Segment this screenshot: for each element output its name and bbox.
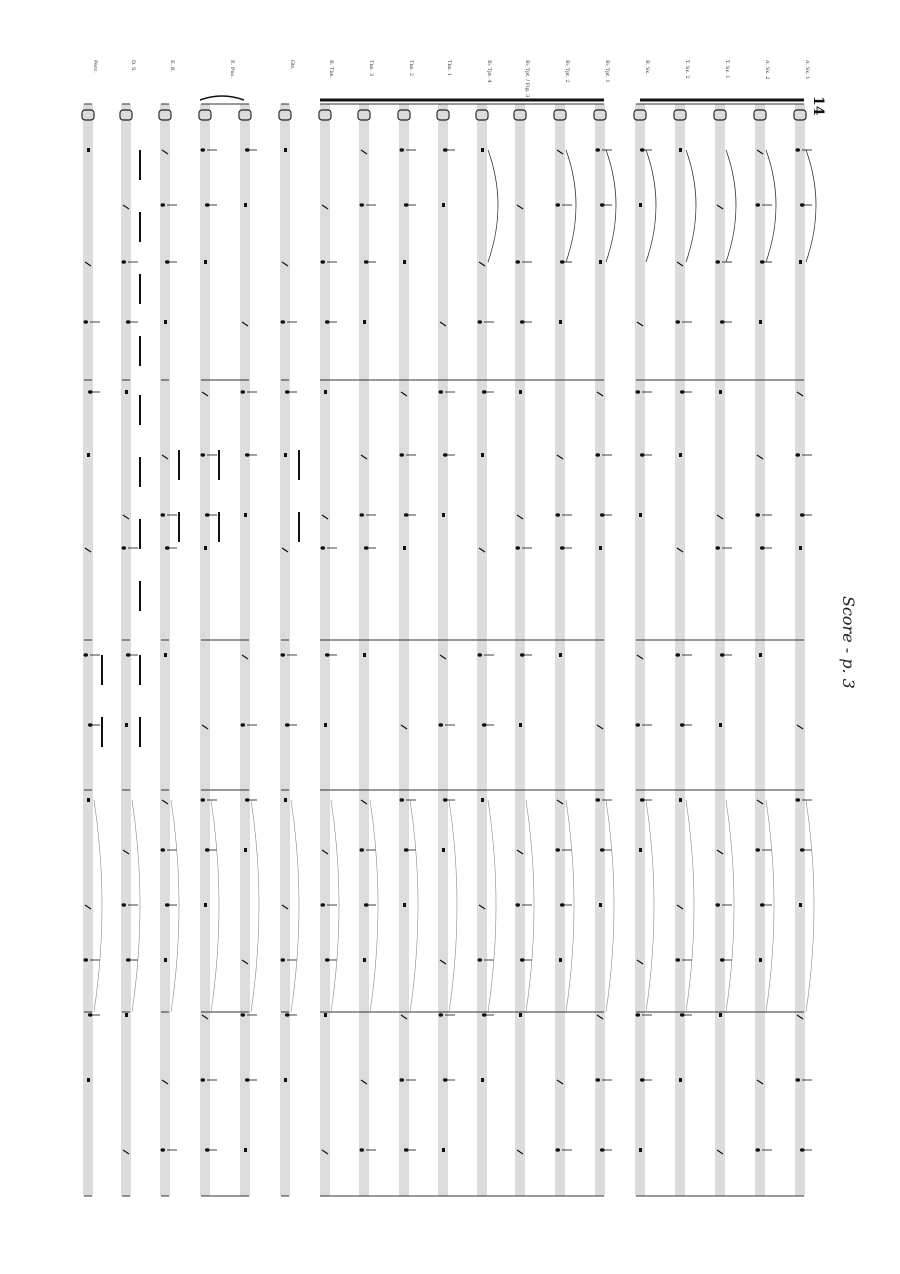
- notehead: [555, 848, 560, 851]
- notehead: [399, 798, 404, 801]
- rest: [719, 390, 722, 394]
- tie: [726, 800, 734, 1012]
- rest: [284, 148, 287, 152]
- staff: [321, 104, 329, 1196]
- rest: [363, 653, 366, 657]
- notehead: [121, 260, 126, 263]
- rest: [639, 848, 642, 852]
- notehead: [240, 723, 245, 726]
- notehead: [795, 798, 800, 801]
- notehead: [515, 903, 520, 906]
- notehead: [555, 1148, 560, 1151]
- staff-label: Tbn. 2: [408, 60, 414, 77]
- staff-label: Perc.: [92, 60, 98, 73]
- notehead: [675, 653, 680, 656]
- rest: [324, 390, 327, 394]
- tie: [566, 150, 576, 262]
- notehead: [477, 653, 482, 656]
- staff-label: B♭ Tpt. / Flg. 3: [524, 60, 530, 98]
- staff-label: B♭ Tpt. 4: [486, 60, 492, 83]
- tie: [171, 800, 179, 1012]
- rest: [244, 848, 247, 852]
- rest: [284, 798, 287, 802]
- rest: [403, 260, 406, 264]
- notehead: [715, 546, 720, 549]
- staff: [478, 104, 486, 1196]
- rest: [599, 546, 602, 550]
- rest: [799, 546, 802, 550]
- tie: [211, 800, 219, 1012]
- score-page-title: Score - p. 3: [839, 596, 858, 689]
- rest: [324, 723, 327, 727]
- staff: [360, 104, 368, 1196]
- rest: [403, 903, 406, 907]
- rest: [679, 148, 682, 152]
- notehead: [240, 1013, 245, 1016]
- tie: [766, 150, 776, 262]
- tie: [606, 150, 616, 262]
- rest: [284, 1078, 287, 1082]
- staff-label: D. S.: [130, 60, 136, 72]
- rest: [125, 390, 128, 394]
- notehead: [477, 958, 482, 961]
- tie: [449, 800, 457, 1012]
- rest: [363, 320, 366, 324]
- rest: [204, 260, 207, 264]
- rest: [639, 1148, 642, 1152]
- rest: [244, 1148, 247, 1152]
- tie: [646, 800, 654, 1012]
- rest: [244, 203, 247, 207]
- rest: [324, 1013, 327, 1017]
- notehead: [83, 653, 88, 656]
- notehead: [515, 260, 520, 263]
- rest: [679, 453, 682, 457]
- staff: [796, 104, 804, 1196]
- staff: [84, 104, 92, 1196]
- rest: [799, 903, 802, 907]
- notehead: [795, 1078, 800, 1081]
- rest: [284, 453, 287, 457]
- staff-label: B♭ Tpt. 2: [564, 60, 570, 83]
- rest: [719, 1013, 722, 1017]
- rest: [87, 453, 90, 457]
- rest: [481, 453, 484, 457]
- staff-label: B. Sx.: [644, 60, 650, 75]
- rest: [87, 798, 90, 802]
- notehead: [359, 513, 364, 516]
- notehead: [595, 1078, 600, 1081]
- notehead: [200, 798, 205, 801]
- rest: [519, 723, 522, 727]
- tie: [132, 800, 140, 1012]
- notehead: [359, 1148, 364, 1151]
- tie: [686, 800, 694, 1012]
- notehead: [438, 390, 443, 393]
- staff: [516, 104, 524, 1196]
- rest: [481, 148, 484, 152]
- notehead: [595, 798, 600, 801]
- notehead: [200, 1078, 205, 1081]
- notehead: [320, 260, 325, 263]
- notehead: [160, 513, 165, 516]
- notehead: [200, 453, 205, 456]
- staff-label: T. Sx. 2: [684, 60, 690, 79]
- notehead: [755, 848, 760, 851]
- notehead: [477, 320, 482, 323]
- rest: [204, 546, 207, 550]
- rest: [599, 260, 602, 264]
- notehead: [595, 148, 600, 151]
- rest: [481, 1078, 484, 1082]
- notehead: [755, 203, 760, 206]
- notehead: [515, 546, 520, 549]
- staff: [161, 104, 169, 1196]
- notehead: [438, 723, 443, 726]
- staff-label: Gtr.: [289, 60, 295, 70]
- notehead: [675, 320, 680, 323]
- rest: [559, 320, 562, 324]
- notehead: [795, 453, 800, 456]
- notehead: [399, 1078, 404, 1081]
- tie: [488, 800, 496, 1012]
- rest: [164, 958, 167, 962]
- tie: [806, 800, 814, 1012]
- tie: [488, 150, 498, 262]
- notehead: [121, 903, 126, 906]
- staff-label: A. Sx. 2: [764, 60, 770, 80]
- notehead: [795, 148, 800, 151]
- tie: [94, 800, 102, 1012]
- notehead: [715, 260, 720, 263]
- rest: [442, 203, 445, 207]
- notehead: [399, 148, 404, 151]
- rest: [87, 1078, 90, 1082]
- staff: [596, 104, 604, 1196]
- notehead: [755, 513, 760, 516]
- tie: [566, 800, 574, 1012]
- staff: [439, 104, 447, 1196]
- staff: [122, 104, 130, 1196]
- notehead: [635, 723, 640, 726]
- staff-label: Tbn. 1: [446, 60, 452, 77]
- notehead: [595, 453, 600, 456]
- staff: [556, 104, 564, 1196]
- notehead: [200, 148, 205, 151]
- rest: [759, 958, 762, 962]
- rest: [679, 1078, 682, 1082]
- rest: [204, 903, 207, 907]
- rest: [164, 320, 167, 324]
- notehead: [280, 320, 285, 323]
- staff: [201, 104, 209, 1196]
- rest: [719, 723, 722, 727]
- rest: [363, 958, 366, 962]
- notehead: [280, 958, 285, 961]
- tie: [646, 150, 656, 262]
- rest: [559, 958, 562, 962]
- rest: [639, 203, 642, 207]
- notehead: [399, 453, 404, 456]
- staff-label: B♭ Tpt. 1: [604, 60, 610, 83]
- staff-label: Tbn. 3: [368, 60, 374, 77]
- notehead: [83, 958, 88, 961]
- staff-label: E. Pno.: [229, 60, 235, 78]
- staff: [756, 104, 764, 1196]
- notehead: [280, 653, 285, 656]
- tie: [331, 800, 339, 1012]
- notehead: [320, 546, 325, 549]
- tie: [766, 800, 774, 1012]
- notehead: [755, 1148, 760, 1151]
- rest: [519, 390, 522, 394]
- tie: [410, 800, 418, 1012]
- rest: [442, 848, 445, 852]
- notehead: [121, 546, 126, 549]
- staff-label: T. Sx. 1: [724, 60, 730, 79]
- rest: [87, 148, 90, 152]
- staff: [241, 104, 249, 1196]
- notehead: [715, 903, 720, 906]
- tie: [606, 800, 614, 1012]
- rest: [799, 260, 802, 264]
- tie: [686, 150, 696, 262]
- rest: [599, 903, 602, 907]
- rest: [442, 1148, 445, 1152]
- notehead: [359, 848, 364, 851]
- staff: [400, 104, 408, 1196]
- notehead: [675, 958, 680, 961]
- notehead: [555, 203, 560, 206]
- rest: [125, 1013, 128, 1017]
- staff-label: E. B.: [169, 60, 175, 73]
- rest: [679, 798, 682, 802]
- rest: [442, 513, 445, 517]
- rest: [481, 798, 484, 802]
- notehead: [160, 203, 165, 206]
- rest: [164, 653, 167, 657]
- staff-label: B. Tbn.: [328, 60, 334, 79]
- notehead: [83, 320, 88, 323]
- notehead: [160, 848, 165, 851]
- rest: [125, 723, 128, 727]
- staff: [716, 104, 724, 1196]
- measure-number: 14: [810, 96, 826, 116]
- rest: [759, 653, 762, 657]
- tie: [806, 150, 816, 262]
- rest: [559, 653, 562, 657]
- brace-piano: [200, 96, 244, 100]
- tie: [726, 150, 736, 262]
- staff-label: A. Sx. 1: [804, 60, 810, 80]
- tie: [526, 800, 534, 1012]
- notehead: [320, 903, 325, 906]
- tie: [370, 800, 378, 1012]
- notehead: [438, 1013, 443, 1016]
- staff: [676, 104, 684, 1196]
- tie: [291, 800, 299, 1012]
- staff: [281, 104, 289, 1196]
- tie: [251, 800, 259, 1012]
- rest: [759, 320, 762, 324]
- notehead: [635, 390, 640, 393]
- notehead: [240, 390, 245, 393]
- rest: [519, 1013, 522, 1017]
- notehead: [555, 513, 560, 516]
- notehead: [359, 203, 364, 206]
- rest: [403, 546, 406, 550]
- staff: [636, 104, 644, 1196]
- rest: [639, 513, 642, 517]
- notehead: [160, 1148, 165, 1151]
- notehead: [635, 1013, 640, 1016]
- rest: [244, 513, 247, 517]
